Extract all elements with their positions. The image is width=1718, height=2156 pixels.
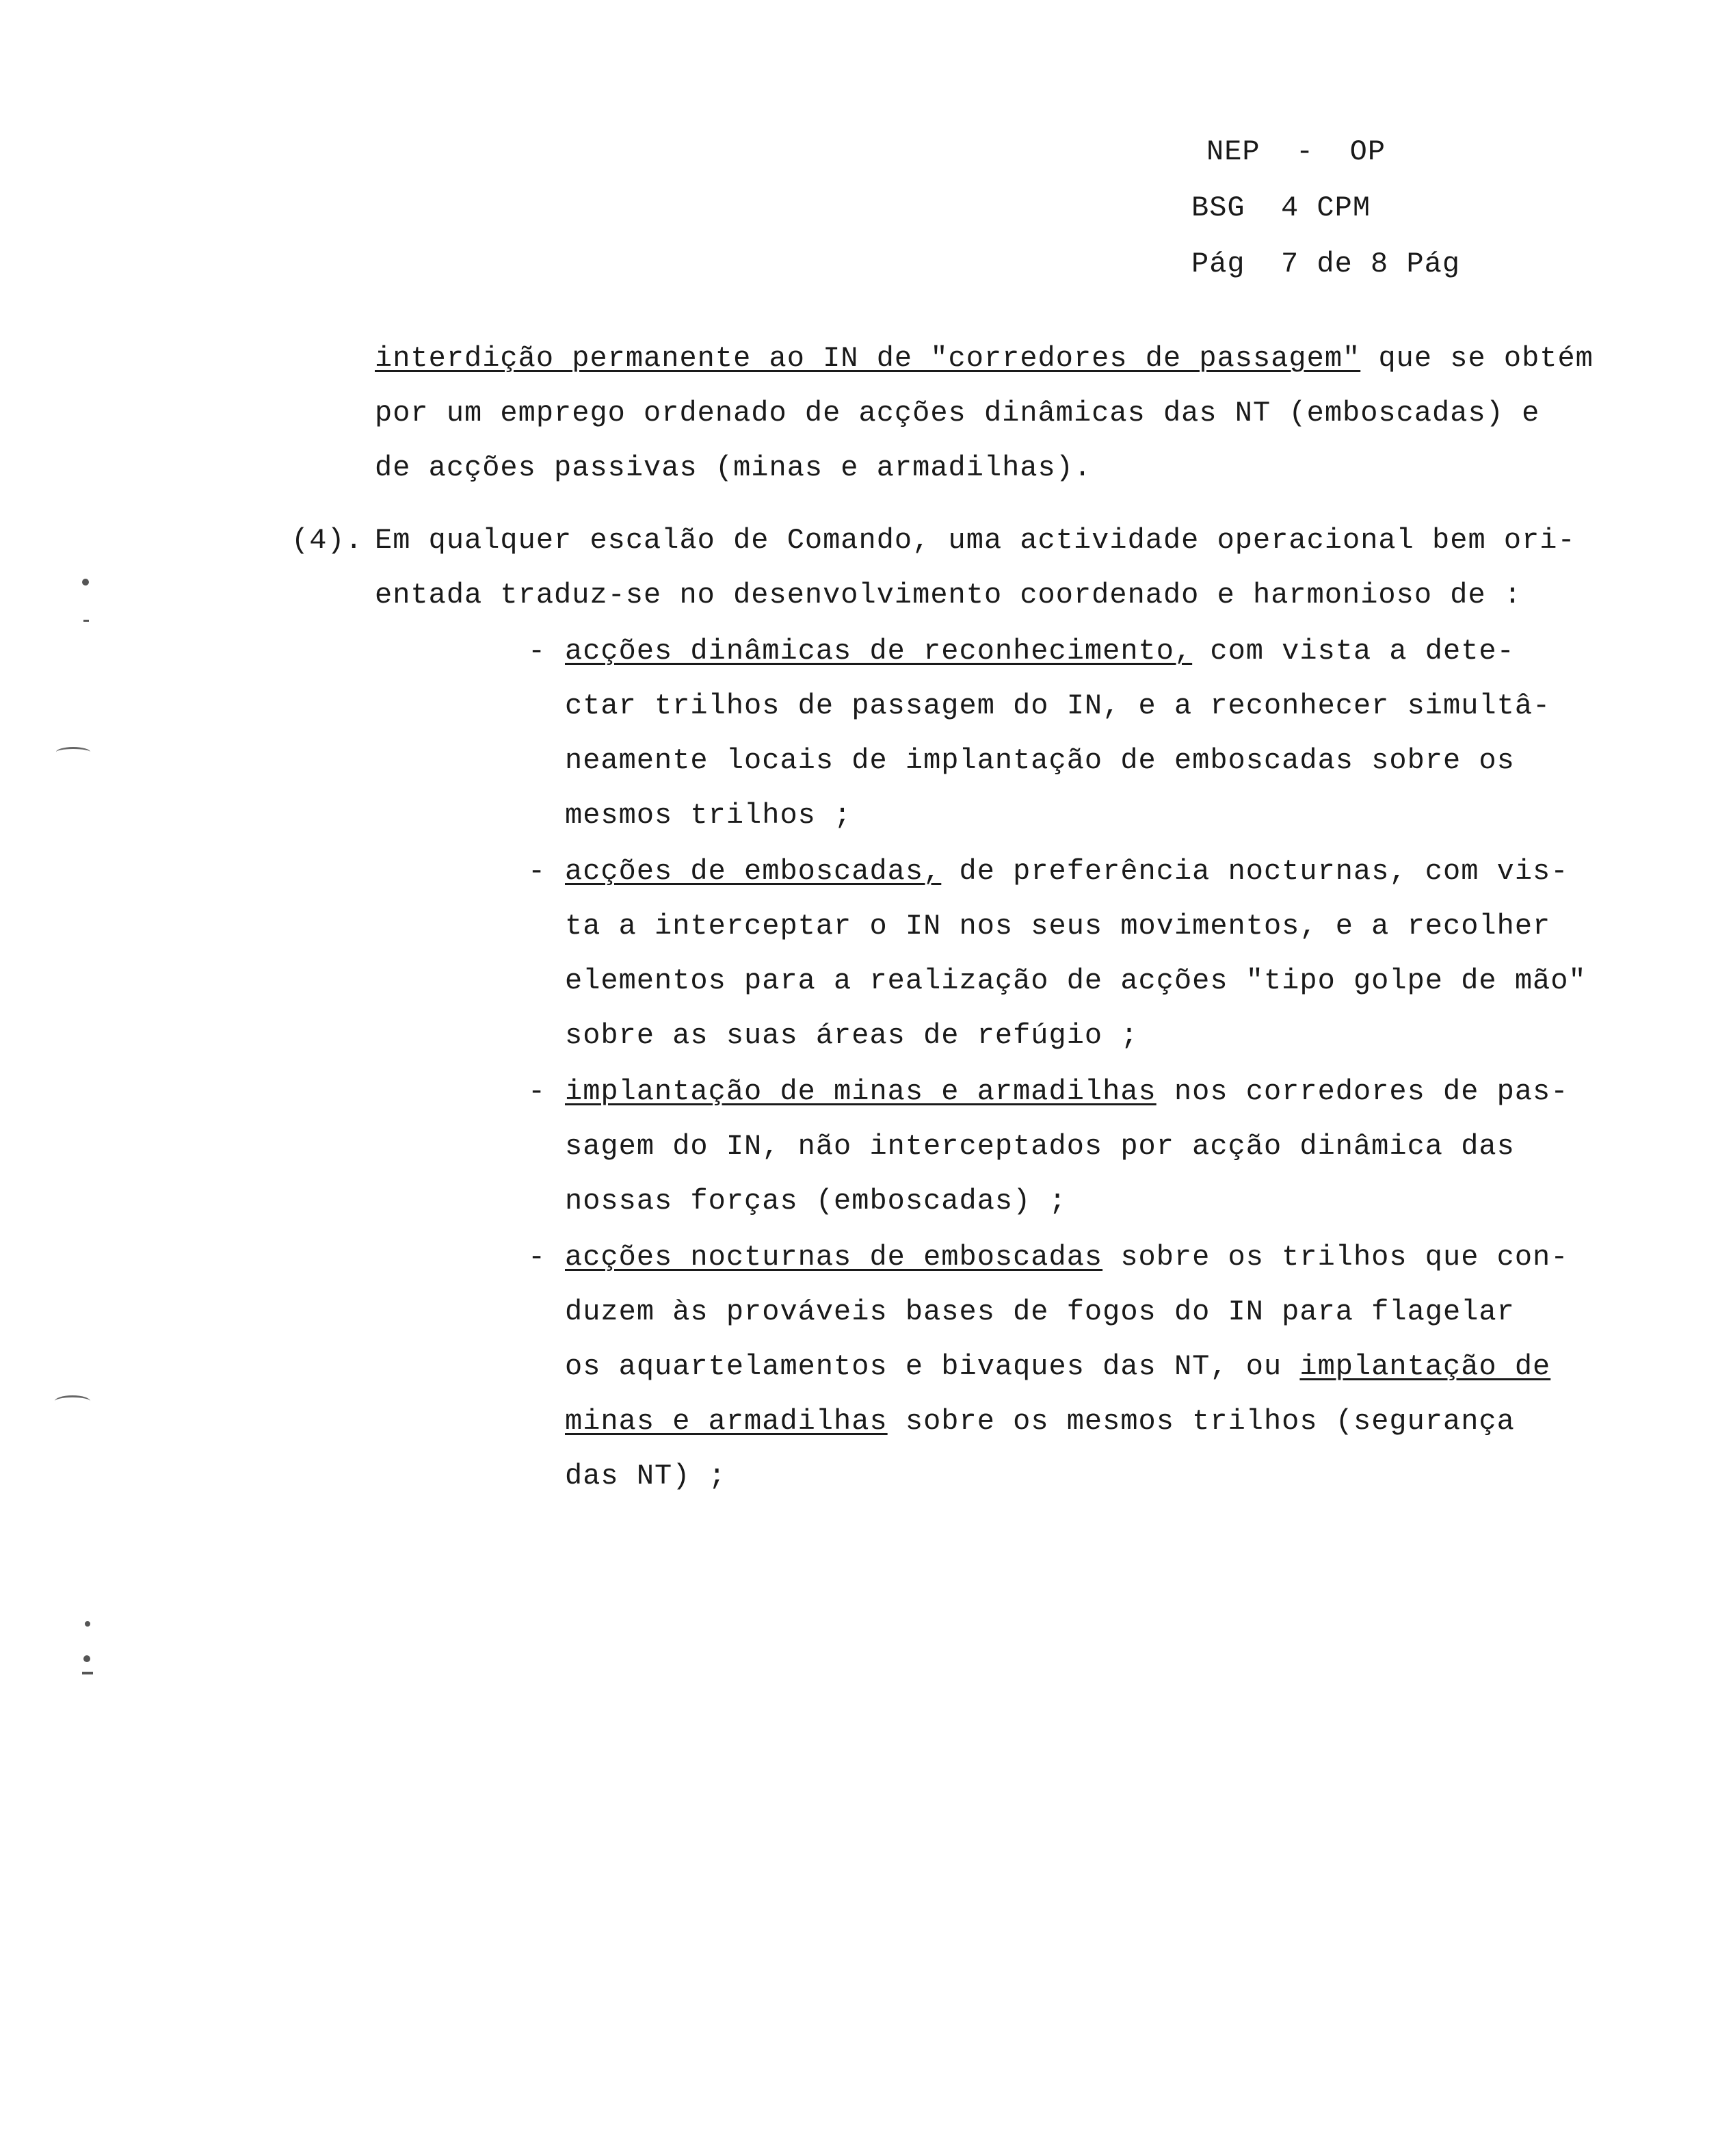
bullet-1-line-3: neamente locais de implantação de emboscadas sobre os xyxy=(565,744,1515,777)
text-run: sobre os trilhos que con- xyxy=(1102,1241,1569,1274)
paragraph-4-number: (4). xyxy=(291,524,363,557)
bullet-1-line-4: mesmos trilhos ; xyxy=(565,799,852,832)
header-page-number: Pág 7 de 8 Pág xyxy=(1191,248,1461,280)
paragraph-4-line-1: Em qualquer escalão de Comando, uma actividade operacional bem ori- xyxy=(375,524,1576,557)
bullet-4-line-1 xyxy=(565,1238,1568,1276)
paragraph-3-line-2: por um emprego ordenado de acções dinâmicas das NT (emboscadas) e xyxy=(375,397,1540,430)
bullet-3-line-2: sagem do IN, não interceptados por acção dinâmica das xyxy=(565,1130,1515,1163)
underlined-phrase: interdição permanente ao IN de "corredores de passagem" xyxy=(375,342,1361,375)
underlined-phrase: implantação de xyxy=(1299,1350,1551,1383)
scan-speck xyxy=(82,579,89,586)
scan-speck xyxy=(85,1621,90,1627)
bullet-2-line-2: ta a interceptar o IN nos seus movimentos, e a recolher xyxy=(565,910,1551,943)
scan-speck xyxy=(83,620,89,622)
paragraph-3-line-1 xyxy=(375,339,1594,378)
underlined-phrase: minas e armadilhas xyxy=(565,1405,888,1438)
underlined-phrase: implantação de minas e armadilhas xyxy=(565,1075,1157,1108)
text-run: de preferência nocturnas, com vis- xyxy=(941,855,1569,888)
bullet-2-line-4: sobre as suas áreas de refúgio ; xyxy=(565,1019,1139,1052)
header-doc-code: NEP - OP xyxy=(1206,135,1386,168)
text-run: nos corredores de pas- xyxy=(1156,1075,1569,1108)
header-unit: BSG 4 CPM xyxy=(1191,192,1371,224)
underlined-phrase: acções de emboscadas, xyxy=(565,855,942,888)
paragraph-3-line-3: de acções passivas (minas e armadilhas). xyxy=(375,451,1092,484)
underlined-phrase: acções dinâmicas de reconhecimento, xyxy=(565,635,1193,668)
text-run: sobre os mesmos trilhos (segurança xyxy=(887,1405,1515,1438)
bullet-4-line-2: duzem às prováveis bases de fogos do IN para flagelar xyxy=(565,1296,1515,1328)
bullet-2-line-3: elementos para a realização de acções "tipo golpe de mão" xyxy=(565,964,1587,997)
text-run: com vista a dete- xyxy=(1192,635,1515,668)
underlined-phrase: acções nocturnas de emboscadas xyxy=(565,1241,1103,1274)
bullet-dash: - xyxy=(528,1241,546,1274)
bullet-3-line-3: nossas forças (emboscadas) ; xyxy=(565,1185,1067,1218)
text-run: os aquartelamentos e bivaques das NT, ou xyxy=(565,1350,1300,1383)
scan-mark xyxy=(55,1395,90,1407)
bullet-1-line-2: ctar trilhos de passagem do IN, e a reconhecer simultâ- xyxy=(565,689,1551,722)
bullet-dash: - xyxy=(528,1075,546,1108)
bullet-1-line-1 xyxy=(565,632,1515,670)
scan-speck xyxy=(83,1655,90,1662)
bullet-dash: - xyxy=(528,635,546,668)
bullet-4-line-5: das NT) ; xyxy=(565,1460,726,1493)
paragraph-4-line-2: entada traduz-se no desenvolvimento coordenado e harmonioso de : xyxy=(375,579,1522,612)
bullet-4-line-3 xyxy=(565,1348,1550,1386)
bullet-2-line-1 xyxy=(565,852,1568,891)
scan-mark xyxy=(56,747,90,757)
bullet-3-line-1 xyxy=(565,1073,1568,1111)
bullet-dash: - xyxy=(528,855,546,888)
scan-speck xyxy=(82,1672,93,1674)
text-run: que se obtém xyxy=(1360,342,1594,375)
bullet-4-line-4 xyxy=(565,1402,1515,1441)
